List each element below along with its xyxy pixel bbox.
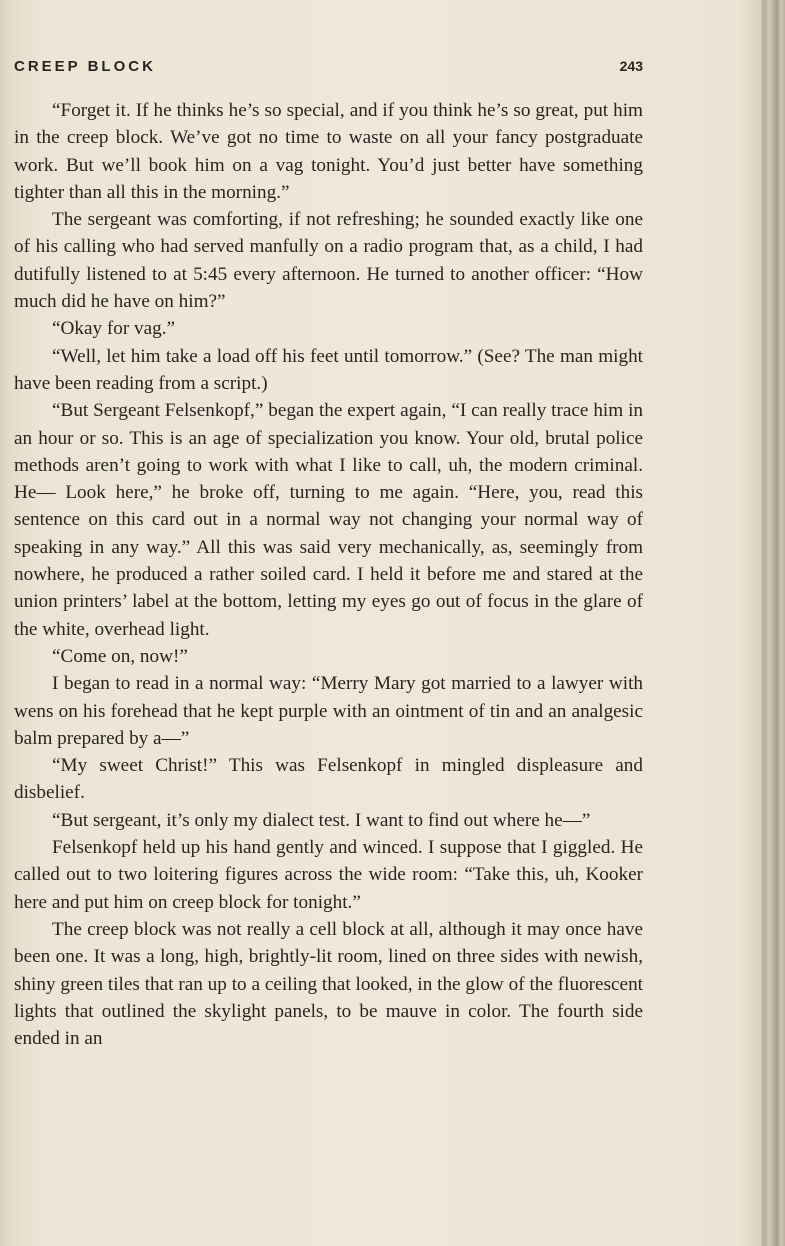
running-head — [14, 58, 643, 82]
body-text — [14, 97, 643, 1052]
paragraph: “Come on, now!” — [52, 645, 188, 667]
paragraph: Felsenkopf held up his hand gently and winced. I suppose that I giggled. He called out to two loitering figures across the wide room: “Take this, uh, Kooker here and put him on creep block for tonight.” — [14, 837, 643, 913]
paragraph: “Forget it. If he thinks he’s so special, and if you think he’s so great, put him in the creep block. We’ve got no time to waste on all your fancy postgraduate work. But we’ll book him on a vag tonight. You’d just better have something tighter than all this in the morning.” — [14, 100, 643, 203]
paragraph: I began to read in a normal way: “Merry Mary got married to a lawyer with wens on his forehead that he kept purple with an ointment of tin and an analgesic balm prepared by a—” — [14, 673, 643, 749]
paragraph: “Okay for vag.” — [52, 318, 176, 340]
running-head-title: CREEP BLOCK — [14, 58, 156, 75]
paragraph: “Well, let him take a load off his feet until tomorrow.” (See? The man might have been reading from a script.) — [14, 345, 643, 394]
paragraph: “But Sergeant Felsenkopf,” began the expert again, “I can really trace him in an hour or so. This is an age of specialization you know. Your old, brutal police methods aren’t going to work with what I like to call, uh, the modern criminal. He— Look here,” he broke off, turning to me again. “Here, you, read this sentence on this card out in a normal way not changing your normal way of speaking in any way.” All this was said very mechanically, as, seemingly from nowhere, he produced a rather soiled card. I held it before me and stared at the union printers’ label at the bottom, letting my eyes go out of focus in the glare of the white, overhead light. — [14, 400, 643, 640]
paragraph: “My sweet Christ!” This was Felsenkopf in mingled displeasure and disbelief. — [14, 755, 643, 804]
page-edge — [761, 0, 785, 1246]
paragraph: The sergeant was comforting, if not refreshing; he sounded exactly like one of his calling who had served manfully on a radio program that, as a child, I had dutifully listened to at 5:45 every afternoon. He turned to another officer: “How much did he have on him?” — [14, 209, 643, 313]
paragraph: “But sergeant, it’s only my dialect test. I want to find out where he—” — [52, 809, 591, 831]
paragraph: The creep block was not really a cell block at all, although it may once have been one. It was a long, high, brightly-lit room, lined on three sides with newish, shiny green tiles that ran up to a ceiling that looked, in the glow of the fluorescent lights that outlined the skylight panels, to be mauve in color. The fourth side ended in an — [14, 918, 643, 1050]
page-number: 243 — [619, 58, 643, 74]
